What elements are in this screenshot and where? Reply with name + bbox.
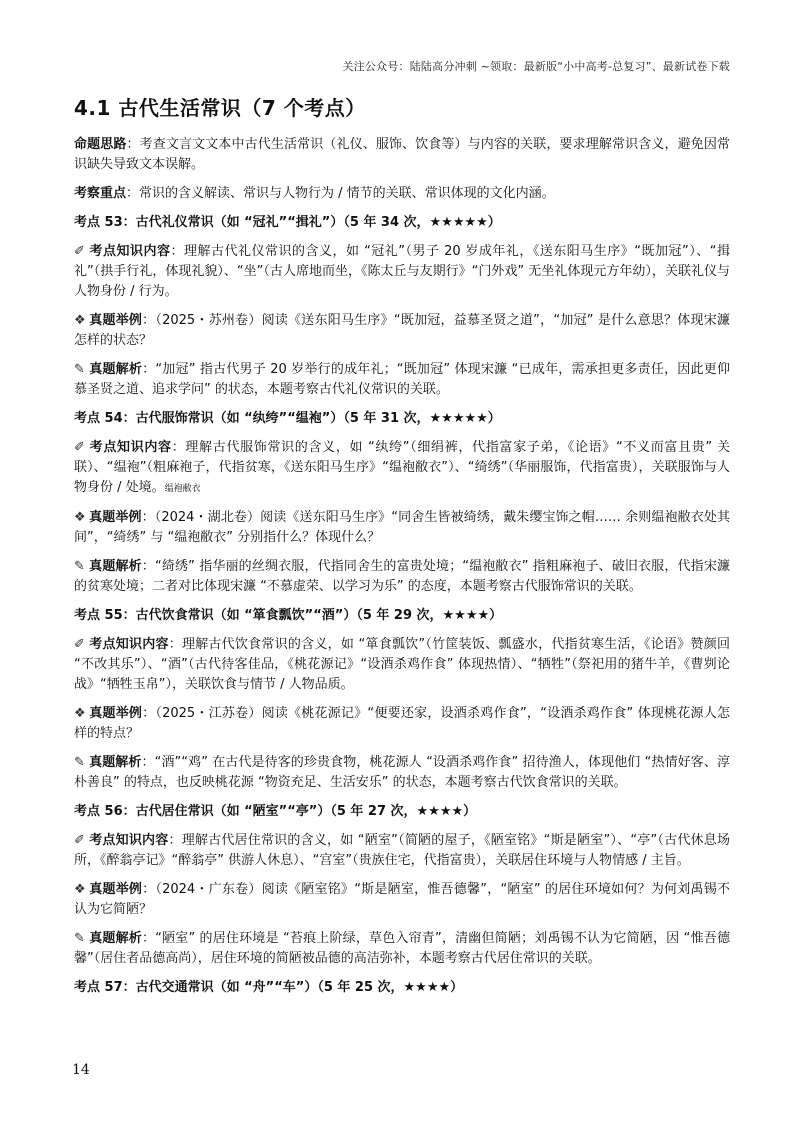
pencil-icon: ✐ (74, 244, 85, 259)
pen-icon: ✎ (74, 559, 85, 574)
knowledge-text: ：理解古代饮食常识的含义，如 “箪食瓢饮”（竹筐装饭、瓢盛水，代指贫寒生活，《论语》赞颜回 “不改其乐”）、“酒”（古代待客佳品，《桃花源记》“设酒杀鸡作食” 体现热情）、“牺牲”（祭祀用的猪牛羊，《曹刿论战》“牺牲玉帛”），关联饮食与情节 / 人物品质。 (74, 637, 730, 692)
knowledge-text: ：理解古代礼仪常识的含义，如 “冠礼”（男子 20 岁成年礼，《送东阳马生序》“既加冠”）、“揖礼”（拱手行礼，体现礼貌）、“坐”（古人席地而坐，《陈太丘与友期行》“门外戏” 无坐礼体现元方年幼），关联礼仪与人物身份 / 行为。 (74, 244, 730, 299)
knowledge-label: 考点知识内容 (89, 637, 169, 652)
knowledge-small-note: 缊袍敝衣 (164, 484, 201, 494)
point-55-analysis (74, 753, 730, 793)
knowledge-text: ：理解古代服饰常识的含义，如 “纨绔”（细绢裤，代指富家子弟，《论语》“不义而富且贵” 关联）、“缊袍”（粗麻袍子，代指贫寒，《送东阳马生序》“缊袍敝衣”）、“绮绣”（华丽服饰，代指富贵），关联服饰与人物身份 / 处境。 (74, 440, 730, 495)
point-56-title: 考点 56：古代居住常识（如 “陋室”“亭”）（5 年 27 次，★★★★） (74, 804, 477, 819)
analysis-text: ：“酒”“鸡” 在古代是待客的珍贵食物，桃花源人 “设酒杀鸡作食” 招待渔人，体现他们 “热情好客、淳朴善良” 的特点，也反映桃花源 “物资充足、生活安乐” 的状态，本题考察古代饮食常识的关联。 (74, 755, 730, 790)
analysis-text: ：“绮绣” 指华丽的丝绸衣服，代指同舍生的富贵处境；“缊袍敝衣” 指粗麻袍子、破旧衣服，代指宋濂的贫寒处境；二者对比体现宋濂 “不慕虚荣、以学习为乐” 的态度，本题考察古代服饰常识的关联。 (74, 559, 730, 594)
analysis-label: 真题解析 (89, 559, 142, 574)
point-54-knowledge (74, 438, 730, 499)
analysis-label: 真题解析 (89, 755, 142, 770)
diamond-icon: ❖ (74, 313, 86, 328)
page-header: 关注公众号：陆陆高分冲刺 ~领取：最新版“小中高考-总复习”、最新试卷下载 (342, 60, 730, 73)
knowledge-label: 考点知识内容 (89, 244, 171, 259)
example-text: ：（2025・江苏卷）阅读《桃花源记》“便要还家，设酒杀鸡作食”，“设酒杀鸡作食” 体现桃花源人怎样的特点？ (74, 706, 730, 741)
example-label: 真题举例 (89, 313, 143, 328)
example-text: ：（2025・苏州卷）阅读《送东阳马生序》“既加冠，益慕圣贤之道”，“加冠” 是什么意思？体现宋濂怎样的状态？ (74, 313, 730, 348)
point-53-analysis (74, 360, 730, 400)
example-text: ：（2024・湖北卷）阅读《送东阳马生序》“同舍生皆被绮绣，戴朱缨宝饰之帽…… 余则缊袍敝衣处其间”，“绮绣” 与 “缊袍敝衣” 分别指什么？体现什么？ (74, 510, 730, 545)
analysis-text: ：“陋室” 的居住环境是 “苔痕上阶绿，草色入帘青”，清幽但简陋；刘禹锡不认为它简陋，因 “惟吾德馨”（居住者品德高尚），居住环境的简陋被品德的高洁弥补，本题考察古代居住常识的关联。 (74, 931, 730, 966)
section-title: 4.1 古代生活常识（7 个考点） (74, 96, 366, 120)
point-53-title: 考点 53：古代礼仪常识（如 “冠礼”“揖礼”）（5 年 34 次，★★★★★） (74, 215, 501, 230)
point-54-analysis (74, 557, 730, 597)
example-label: 真题举例 (89, 706, 143, 721)
point-57-title: 考点 57：古代交通常识（如 “舟”“车”）（5 年 25 次，★★★★） (74, 980, 464, 995)
point-53-example (74, 311, 730, 351)
pen-icon: ✎ (74, 362, 85, 377)
point-56-knowledge (74, 831, 730, 871)
intro-paragraph (74, 135, 730, 175)
knowledge-label: 考点知识内容 (89, 833, 169, 848)
knowledge-label: 考点知识内容 (89, 440, 172, 455)
page-number: 14 (72, 1062, 90, 1078)
example-label: 真题举例 (89, 882, 143, 897)
intro-text: ：考查文言文文本中古代生活常识（礼仪、服饰、饮食等）与内容的关联，要求理解常识含义，避免因常识缺失导致文本误解。 (74, 137, 730, 172)
diamond-icon: ❖ (74, 510, 86, 525)
diamond-icon: ❖ (74, 882, 86, 897)
pen-icon: ✎ (74, 755, 85, 770)
point-56-example (74, 880, 730, 920)
point-56-analysis (74, 929, 730, 969)
pen-icon: ✎ (74, 931, 85, 946)
pencil-icon: ✐ (74, 440, 85, 455)
example-label: 真题举例 (89, 510, 142, 525)
point-54-example (74, 508, 730, 548)
pencil-icon: ✐ (74, 833, 85, 848)
document-body (74, 92, 730, 1007)
analysis-text: ：“加冠” 指古代男子 20 岁举行的成年礼；“既加冠” 体现宋濂 “已成年，需承担更多责任，因此更仰慕圣贤之道、追求学问” 的状态，本题考察古代礼仪常识的关联。 (74, 362, 730, 397)
analysis-label: 真题解析 (89, 931, 142, 946)
focus-paragraph (74, 184, 730, 204)
analysis-label: 真题解析 (89, 362, 143, 377)
pencil-icon: ✐ (74, 637, 85, 652)
point-55-title: 考点 55：古代饮食常识（如 “箪食瓢饮”“酒”）（5 年 29 次，★★★★） (74, 608, 503, 623)
example-text: ：（2024・广东卷）阅读《陋室铭》“斯是陋室，惟吾德馨”，“陋室” 的居住环境如何？为何刘禹锡不认为它简陋？ (74, 882, 730, 917)
point-53-knowledge (74, 242, 730, 302)
point-55-knowledge (74, 635, 730, 695)
intro-label: 命题思路 (74, 137, 127, 152)
point-54-title: 考点 54：古代服饰常识（如 “纨绔”“缊袍”）（5 年 31 次，★★★★★） (74, 411, 501, 426)
point-55-example (74, 704, 730, 744)
diamond-icon: ❖ (74, 706, 86, 721)
focus-text: ：常识的含义解读、常识与人物行为 / 情节的关联、常识体现的文化内涵。 (126, 186, 555, 201)
knowledge-text: ：理解古代居住常识的含义，如 “陋室”（简陋的屋子，《陋室铭》“斯是陋室”）、“亭”（古代休息场所，《醉翁亭记》“醉翁亭” 供游人休息）、“宫室”（贵族住宅，代指富贵），关联居住环境与人物情感 / 主旨。 (74, 833, 730, 868)
focus-label: 考察重点 (74, 186, 127, 201)
